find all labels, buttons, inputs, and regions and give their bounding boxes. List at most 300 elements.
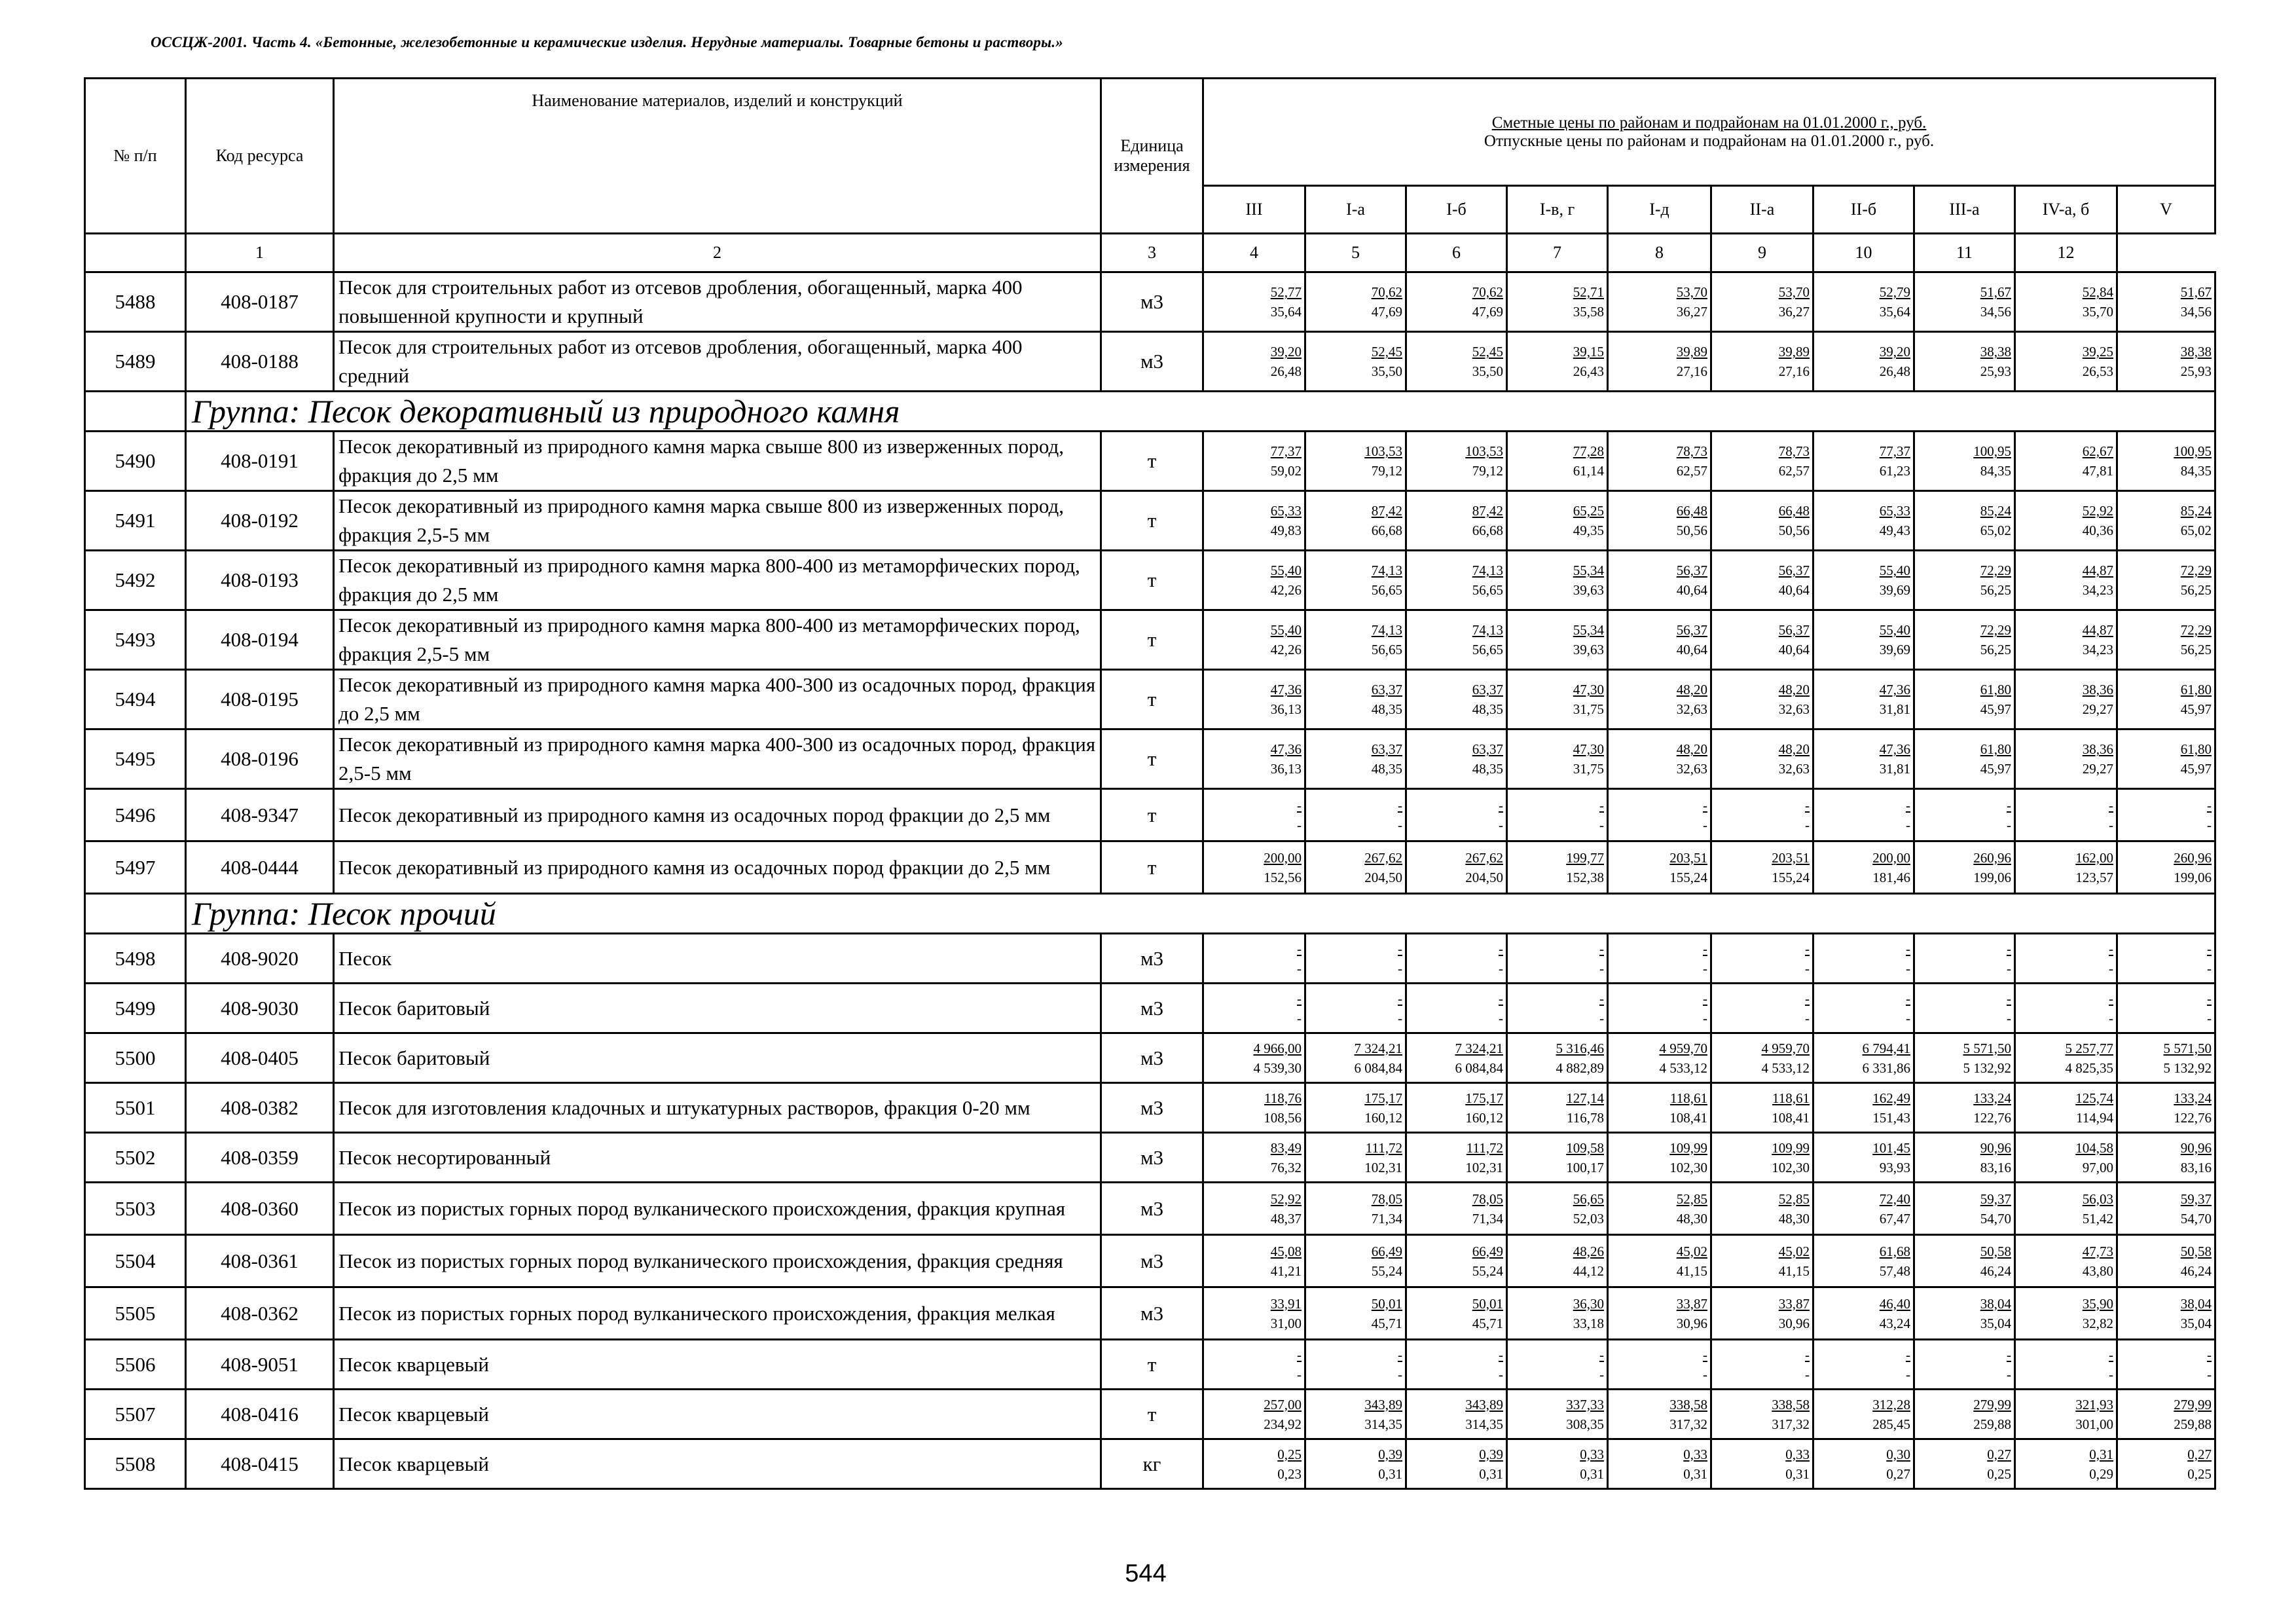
- table-row: [85, 841, 2215, 894]
- estimate-price: 74,13: [1472, 622, 1503, 638]
- price-cell: [1608, 1133, 1711, 1183]
- price-cell: [2117, 984, 2215, 1033]
- estimate-price: 47,36: [1270, 682, 1302, 697]
- table-row: [85, 1439, 2215, 1489]
- material-name: Песок для строительных работ из отсевов дробления, обогащенный, марка 400 повышенной крупности и крупный: [334, 272, 1101, 332]
- release-price: -: [1398, 960, 1402, 976]
- release-price: 5 132,92: [1963, 1060, 2011, 1076]
- estimate-price: 66,48: [1676, 503, 1707, 519]
- estimate-price: 39,20: [1270, 344, 1302, 360]
- release-price: 34,56: [2180, 304, 2212, 320]
- release-price: 39,69: [1879, 642, 1910, 657]
- row-number: 5494: [85, 670, 186, 729]
- price-cell: [1813, 841, 1914, 894]
- price-cell: [1507, 1183, 1608, 1235]
- table-row: [85, 1287, 2215, 1340]
- region-header: I-а: [1305, 186, 1406, 234]
- release-price: 39,63: [1573, 642, 1604, 657]
- price-cell: [1608, 491, 1711, 551]
- release-price: 49,83: [1270, 523, 1302, 538]
- price-cell: [1203, 1439, 1305, 1489]
- price-cell: [1507, 934, 1608, 984]
- release-price: 6 084,84: [1455, 1060, 1503, 1076]
- price-cell: [1914, 1033, 2015, 1083]
- price-cell: [1914, 332, 2015, 392]
- release-price: 35,70: [2082, 304, 2113, 320]
- price-cell: [1914, 551, 2015, 610]
- release-price: 45,97: [2180, 761, 2212, 777]
- material-name: Песок: [334, 934, 1101, 984]
- group-row: [85, 894, 2215, 934]
- release-price: 45,97: [1980, 701, 2011, 717]
- release-price: -: [1398, 1366, 1402, 1382]
- estimate-price: 0,33: [1683, 1446, 1707, 1462]
- estimate-price: -: [2109, 797, 2113, 813]
- estimate-price: 52,92: [2082, 503, 2113, 519]
- price-cell: [1406, 1033, 1507, 1083]
- estimate-price: 52,84: [2082, 284, 2113, 300]
- table-row: [85, 491, 2215, 551]
- release-price: 71,34: [1371, 1210, 1402, 1227]
- resource-code: 408-0195: [186, 670, 334, 729]
- header-no: № п/п: [85, 79, 186, 234]
- estimate-price: 0,25: [1277, 1446, 1302, 1462]
- estimate-price: 45,02: [1676, 1243, 1707, 1259]
- release-price: 40,64: [1676, 642, 1707, 657]
- estimate-price: 52,92: [1270, 1190, 1302, 1207]
- material-name: Песок декоративный из природного камня марка 400-300 из осадочных пород, фракция 2,5-5 мм: [334, 729, 1101, 789]
- release-price: 42,26: [1270, 642, 1302, 657]
- estimate-price: 103,53: [1465, 443, 1503, 459]
- release-price: 0,31: [1580, 1466, 1604, 1482]
- unit-of-measure: т: [1101, 1340, 1203, 1390]
- price-cell: [2117, 1083, 2215, 1133]
- estimate-price: -: [2007, 1346, 2011, 1363]
- estimate-price: 33,87: [1676, 1295, 1707, 1312]
- resource-code: 408-0192: [186, 491, 334, 551]
- price-cell: [2117, 1287, 2215, 1340]
- estimate-price: 72,29: [1980, 563, 2011, 578]
- price-cell: [2015, 1390, 2117, 1439]
- estimate-price: 312,28: [1872, 1396, 1910, 1412]
- unit-of-measure: т: [1101, 789, 1203, 841]
- resource-code: 408-0191: [186, 432, 334, 491]
- estimate-price: 65,33: [1270, 503, 1302, 519]
- estimate-price: 7 324,21: [1354, 1040, 1402, 1056]
- price-cell: [1507, 1133, 1608, 1183]
- price-cell: [1305, 432, 1406, 491]
- estimate-price: 87,42: [1472, 503, 1503, 519]
- table-row: [85, 789, 2215, 841]
- release-price: -: [1499, 1366, 1503, 1382]
- estimate-price: 62,67: [2082, 443, 2113, 459]
- estimate-price: -: [1297, 1346, 1302, 1363]
- price-cell: [1305, 1439, 1406, 1489]
- price-cell: [1507, 432, 1608, 491]
- release-price: 47,69: [1472, 304, 1503, 320]
- material-name: Песок кварцевый: [334, 1390, 1101, 1439]
- estimate-price: 111,72: [1466, 1139, 1503, 1156]
- price-cell: [1406, 670, 1507, 729]
- release-price: 83,16: [2180, 1159, 2212, 1175]
- estimate-price: 66,48: [1778, 503, 1810, 519]
- price-cell: [1813, 984, 1914, 1033]
- resource-code: 408-0444: [186, 841, 334, 894]
- estimate-price: -: [1297, 797, 1302, 813]
- release-price: 32,63: [1676, 701, 1707, 717]
- release-price: 40,64: [1778, 582, 1810, 598]
- release-price: 26,48: [1270, 363, 1302, 379]
- material-name: Песок несортированный: [334, 1133, 1101, 1183]
- price-cell: [2015, 670, 2117, 729]
- release-price: -: [2207, 1010, 2212, 1026]
- material-name: Песок декоративный из природного камня марка свыше 800 из изверженных пород, фракция до 2,5 мм: [334, 432, 1101, 491]
- price-cell: [2015, 1235, 2117, 1287]
- estimate-price: 90,96: [1980, 1139, 2011, 1156]
- estimate-price: -: [1599, 990, 1604, 1006]
- price-cell: [1813, 1340, 1914, 1390]
- release-price: 35,58: [1573, 304, 1604, 320]
- estimate-price: 109,58: [1566, 1139, 1604, 1156]
- estimate-price: 59,37: [1980, 1190, 2011, 1207]
- price-cell: [1305, 1183, 1406, 1235]
- release-price: -: [1703, 1010, 1707, 1026]
- release-price: 57,48: [1879, 1263, 1910, 1279]
- estimate-price: -: [2207, 797, 2212, 813]
- row-number: 5497: [85, 841, 186, 894]
- release-price: 48,30: [1676, 1210, 1707, 1227]
- price-cell: [1914, 1235, 2015, 1287]
- release-price: 41,15: [1676, 1263, 1707, 1279]
- release-price: -: [2207, 817, 2212, 833]
- price-cell: [2117, 610, 2215, 670]
- price-cell: [1203, 984, 1305, 1033]
- release-price: -: [1906, 1010, 1910, 1026]
- price-cell: [1608, 1390, 1711, 1439]
- estimate-price: -: [1499, 940, 1503, 957]
- estimate-price: 44,87: [2082, 622, 2113, 638]
- price-cell: [1203, 729, 1305, 789]
- release-price: 108,56: [1264, 1109, 1302, 1126]
- release-price: 35,64: [1879, 304, 1910, 320]
- group-row: [85, 392, 2215, 432]
- release-price: 67,47: [1879, 1210, 1910, 1227]
- release-price: 49,43: [1879, 523, 1910, 538]
- price-cell: [1711, 729, 1813, 789]
- price-cell: [2015, 1033, 2117, 1083]
- row-number: 5505: [85, 1287, 186, 1340]
- price-cell: [1813, 432, 1914, 491]
- estimate-price: -: [2109, 940, 2113, 957]
- release-price: 61,14: [1573, 463, 1604, 479]
- column-number: 7: [1507, 234, 1608, 272]
- unit-of-measure: м3: [1101, 1133, 1203, 1183]
- estimate-price: 0,31: [2089, 1446, 2113, 1462]
- price-cell: [1305, 789, 1406, 841]
- price-cell: [1305, 491, 1406, 551]
- release-price: 34,23: [2082, 582, 2113, 598]
- estimate-price: 56,37: [1676, 622, 1707, 638]
- group-spacer: [85, 392, 186, 432]
- release-price: 26,48: [1879, 363, 1910, 379]
- release-price: 31,00: [1270, 1315, 1302, 1331]
- material-name: Песок декоративный из природного камня марка 800-400 из метаморфических пород, фракция до 2,5 мм: [334, 551, 1101, 610]
- release-price: 0,25: [2187, 1466, 2212, 1482]
- release-price: 122,76: [1973, 1109, 2011, 1126]
- price-cell: [1813, 610, 1914, 670]
- release-price: 56,65: [1371, 642, 1402, 657]
- price-cell: [1813, 1439, 1914, 1489]
- estimate-price: -: [1297, 990, 1302, 1006]
- estimate-price: 85,24: [2180, 503, 2212, 519]
- region-header: V: [2117, 186, 2215, 234]
- release-price: 317,32: [1772, 1416, 1810, 1432]
- price-cell: [1608, 1083, 1711, 1133]
- estimate-price: 0,33: [1785, 1446, 1810, 1462]
- estimate-price: 279,99: [1973, 1396, 2011, 1412]
- release-price: 32,63: [1676, 761, 1707, 777]
- release-price: 31,81: [1879, 761, 1910, 777]
- price-cell: [1914, 934, 2015, 984]
- release-price: -: [2007, 960, 2011, 976]
- release-price: 259,88: [1973, 1416, 2011, 1432]
- price-cell: [1406, 841, 1507, 894]
- release-price: 56,25: [2180, 582, 2212, 598]
- price-table: [84, 77, 2216, 1490]
- price-cell: [2015, 551, 2117, 610]
- estimate-price: 66,49: [1472, 1243, 1503, 1259]
- price-cell: [1203, 272, 1305, 332]
- price-cell: [1406, 1183, 1507, 1235]
- release-price: 4 882,89: [1556, 1060, 1604, 1076]
- table-row: [85, 1235, 2215, 1287]
- release-price: 51,42: [2082, 1210, 2113, 1227]
- release-price: 285,45: [1872, 1416, 1910, 1432]
- estimate-price: 267,62: [1364, 849, 1402, 866]
- release-price: 199,06: [1973, 869, 2011, 885]
- price-cell: [2015, 332, 2117, 392]
- price-cell: [1711, 670, 1813, 729]
- estimate-price: 66,49: [1371, 1243, 1402, 1259]
- estimate-price: 337,33: [1566, 1396, 1604, 1412]
- estimate-price: 203,51: [1669, 849, 1707, 866]
- price-cell: [1305, 670, 1406, 729]
- estimate-price: -: [1599, 797, 1604, 813]
- price-cell: [1406, 1235, 1507, 1287]
- estimate-price: 56,37: [1676, 563, 1707, 578]
- estimate-price: 39,89: [1676, 344, 1707, 360]
- price-cell: [1203, 1235, 1305, 1287]
- price-cell: [1608, 1183, 1711, 1235]
- estimate-price: 56,65: [1573, 1190, 1604, 1207]
- release-price: 0,23: [1277, 1466, 1302, 1482]
- table-row: [85, 332, 2215, 392]
- region-header: I-д: [1608, 186, 1711, 234]
- unit-of-measure: т: [1101, 610, 1203, 670]
- price-cell: [1507, 729, 1608, 789]
- estimate-price: 203,51: [1772, 849, 1810, 866]
- row-number: 5495: [85, 729, 186, 789]
- release-price: -: [1906, 960, 1910, 976]
- estimate-price: 338,58: [1669, 1396, 1707, 1412]
- price-cell: [1711, 551, 1813, 610]
- estimate-price: 38,36: [2082, 682, 2113, 697]
- region-header: I-в, г: [1507, 186, 1608, 234]
- release-price: 122,76: [2174, 1109, 2212, 1126]
- material-name: Песок декоративный из природного камня из осадочных пород фракции до 2,5 мм: [334, 841, 1101, 894]
- price-cell: [1711, 1133, 1813, 1183]
- estimate-price: 175,17: [1364, 1090, 1402, 1106]
- row-number: 5502: [85, 1133, 186, 1183]
- estimate-price: 47,73: [2082, 1243, 2113, 1259]
- price-cell: [1914, 610, 2015, 670]
- price-cell: [1711, 1287, 1813, 1340]
- estimate-price: 63,37: [1472, 682, 1503, 697]
- estimate-price: 162,49: [1872, 1090, 1910, 1106]
- price-cell: [1711, 984, 1813, 1033]
- table-row: [85, 610, 2215, 670]
- price-cell: [1813, 934, 1914, 984]
- price-cell: [1507, 789, 1608, 841]
- resource-code: 408-0415: [186, 1439, 334, 1489]
- release-price: 26,53: [2082, 363, 2113, 379]
- release-price: 30,96: [1778, 1315, 1810, 1331]
- price-cell: [1608, 432, 1711, 491]
- release-price: 301,00: [2075, 1416, 2113, 1432]
- estimate-price: 36,30: [1573, 1295, 1604, 1312]
- release-price: 100,17: [1566, 1159, 1604, 1175]
- document-header: ОССЦЖ-2001. Часть 4. «Бетонные, железобетонные и керамические изделия. Нерудные материалы. Товарные бетоны и растворы.»: [151, 34, 1063, 50]
- unit-of-measure: м3: [1101, 1083, 1203, 1133]
- release-price: 76,32: [1270, 1159, 1302, 1175]
- release-price: 108,41: [1669, 1109, 1707, 1126]
- release-price: 55,24: [1472, 1263, 1503, 1279]
- price-cell: [1711, 841, 1813, 894]
- release-price: 35,04: [2180, 1315, 2212, 1331]
- estimate-price: -: [2109, 990, 2113, 1006]
- price-cell: [1914, 984, 2015, 1033]
- row-number: 5507: [85, 1390, 186, 1439]
- price-cell: [1203, 1390, 1305, 1439]
- estimate-price: 52,45: [1371, 344, 1402, 360]
- estimate-price: 100,95: [2174, 443, 2212, 459]
- estimate-price: 61,68: [1879, 1243, 1910, 1259]
- column-number: 6: [1406, 234, 1507, 272]
- region-header: II-а: [1711, 186, 1813, 234]
- estimate-price: 52,71: [1573, 284, 1604, 300]
- release-price: -: [2109, 817, 2113, 833]
- estimate-price: 55,40: [1879, 622, 1910, 638]
- release-price: 102,30: [1669, 1159, 1707, 1175]
- release-price: 0,31: [1479, 1466, 1503, 1482]
- resource-code: 408-0193: [186, 551, 334, 610]
- row-number: 5496: [85, 789, 186, 841]
- price-cell: [1507, 272, 1608, 332]
- estimate-price: -: [1906, 1346, 1910, 1363]
- resource-code: 408-0187: [186, 272, 334, 332]
- release-price: 36,13: [1270, 701, 1302, 717]
- price-cell: [2015, 789, 2117, 841]
- release-price: -: [1805, 817, 1810, 833]
- row-number: 5504: [85, 1235, 186, 1287]
- release-price: 65,02: [2180, 523, 2212, 538]
- release-price: 108,41: [1772, 1109, 1810, 1126]
- release-price: 43,24: [1879, 1315, 1910, 1331]
- release-price: 0,27: [1886, 1466, 1910, 1482]
- estimate-price: -: [1906, 797, 1910, 813]
- estimate-price: 109,99: [1669, 1139, 1707, 1156]
- price-cell: [1711, 272, 1813, 332]
- price-cell: [1813, 789, 1914, 841]
- table-row: [85, 1183, 2215, 1235]
- price-cell: [1507, 670, 1608, 729]
- price-cell: [1406, 432, 1507, 491]
- price-cell: [1305, 934, 1406, 984]
- release-price: 59,02: [1270, 463, 1302, 479]
- estimate-price: 48,20: [1676, 741, 1707, 757]
- estimate-price: 257,00: [1264, 1396, 1302, 1412]
- estimate-price: 5 316,46: [1556, 1040, 1604, 1056]
- release-price: 45,97: [1980, 761, 2011, 777]
- price-cell: [1406, 1390, 1507, 1439]
- estimate-price: -: [1805, 1346, 1810, 1363]
- material-name: Песок из пористых горных пород вулканического происхождения, фракция средняя: [334, 1235, 1101, 1287]
- unit-of-measure: м3: [1101, 934, 1203, 984]
- unit-of-measure: т: [1101, 841, 1203, 894]
- table-row: [85, 1033, 2215, 1083]
- price-cell: [2117, 1235, 2215, 1287]
- estimate-price: 87,42: [1371, 503, 1402, 519]
- price-cell: [2117, 1390, 2215, 1439]
- price-cell: [2117, 789, 2215, 841]
- release-price: 48,35: [1371, 701, 1402, 717]
- price-cell: [1914, 272, 2015, 332]
- price-cell: [2117, 670, 2215, 729]
- price-cell: [2117, 934, 2215, 984]
- estimate-price: 56,03: [2082, 1190, 2113, 1207]
- row-number: 5492: [85, 551, 186, 610]
- estimate-price: 78,05: [1472, 1190, 1503, 1207]
- release-price: 314,35: [1465, 1416, 1503, 1432]
- table-row: [85, 1133, 2215, 1183]
- row-number: 5506: [85, 1340, 186, 1390]
- release-price: -: [2207, 1366, 2212, 1382]
- estimate-price: -: [2207, 940, 2212, 957]
- row-number: 5501: [85, 1083, 186, 1133]
- estimate-price: 0,30: [1886, 1446, 1910, 1462]
- price-cell: [1914, 1340, 2015, 1390]
- price-cell: [1406, 789, 1507, 841]
- estimate-price: -: [1398, 797, 1402, 813]
- table-row: [85, 1083, 2215, 1133]
- estimate-price: 47,36: [1270, 741, 1302, 757]
- release-price: -: [1906, 817, 1910, 833]
- price-cell: [1813, 491, 1914, 551]
- price-cell: [1305, 1287, 1406, 1340]
- estimate-price: 104,58: [2075, 1139, 2113, 1156]
- estimate-price: 133,24: [2174, 1090, 2212, 1106]
- unit-of-measure: т: [1101, 670, 1203, 729]
- price-cell: [2015, 432, 2117, 491]
- price-cell: [1406, 934, 1507, 984]
- estimate-price: 200,00: [1872, 849, 1910, 866]
- estimate-price: 53,70: [1676, 284, 1707, 300]
- price-cell: [2015, 841, 2117, 894]
- estimate-price: 45,08: [1270, 1243, 1302, 1259]
- price-cell: [1406, 1287, 1507, 1340]
- estimate-price: 52,45: [1472, 344, 1503, 360]
- release-price: 79,12: [1371, 463, 1402, 479]
